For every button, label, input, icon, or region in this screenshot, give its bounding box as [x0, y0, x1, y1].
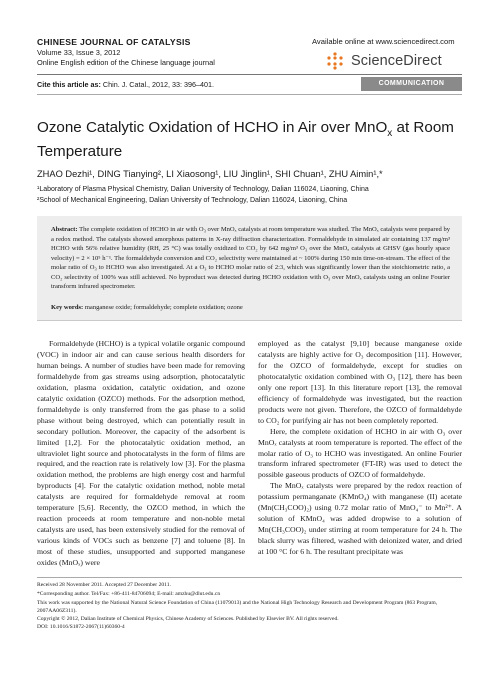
footnote-divider: [37, 577, 462, 578]
author-list: ZHAO Dezhi¹, DING Tianying², LI Xiaosong¹, LIU Jinglin¹, SHI Chuan¹, ZHU Aimin¹,*: [37, 169, 383, 179]
affiliation-1: ¹Laboratory of Plasma Physical Chemistry, Dalian University of Technology, Dalian 116024, Liaoning, China: [37, 186, 369, 193]
keywords-label: Key words:: [51, 304, 84, 311]
abstract-label: Abstract:: [51, 226, 78, 233]
footnote-copyright: Copyright © 2012, Dalian Institute of Chemical Physics, Chinese Academy of Sciences. Published by Elsevier BV. All rights reserved.: [37, 616, 339, 622]
cite-line: [37, 80, 214, 89]
body-paragraph: employed as the catalyst [9,10] because manganese oxide catalysts are highly active for O₃ decomposition [11]. However, for the OZCO of formaldehyde, except for studies on photocatalytic oxidation combined with O₃ [12], there has been only one report [13]. In this literature report [13], the removal efficiency of formaldehyde was investigated, but the reaction products were not given. Therefore, the OZCO of formaldehyde to CO₂ for purifying air has not been completely reported.: [258, 339, 462, 425]
cite-label: Cite this article as:: [37, 80, 101, 89]
footnote-funding: This work was supported by the National Natural Science Foundation of China (11079013) and the National High Technology Research and Development Program (863 Program, 2007AA06Z311).: [37, 600, 438, 614]
abstract-text: The complete oxidation of HCHO in air with O₃ over MnOₓ catalysts at room temperature was studied. The MnOₓ catalysts were prepared by a redox method. The catalysts showed amorphous patterns in X-ray diffraction characterization. Formaldehyde in simulated air containing 137 mg/m³ HCHO with 56% relative humidity (RH, 25 °C) was totally oxidized to CO₂ by 642 mg/m³ O₃ over the MnOₓ catalysts at GHSV (gas hourly space velocity) = 2 × 10⁵ h⁻¹. The formaldehyde conversion and CO₂ selectivity were maintained at ~ 100% during 150 min time-on-stream. The effect of the molar ratio of O₃ to HCHO was also investigated. At a O₃ to HCHO molar ratio of 2:3, which was significantly lower than the stoichiometric ratio, a CO₂ selectivity of 100% was still achieved. No byproduct was detected during HCHO oxidation with O₃ over MnOₓ catalysts using an online Fourier transform infrared spectrometer.: [51, 226, 450, 290]
cite-divider: [37, 94, 462, 95]
article-type-badge: COMMUNICATION: [361, 77, 462, 91]
body-paragraph: Formaldehyde (HCHO) is a typical volatile organic compound (VOC) in indoor air and can cause serious health disorders for human beings. A number of studies have been made for removing formaldehyde from gas streams using adsorption, photocatalytic oxidation, plasma oxidation, catalytic oxidation, and ozone catalytic oxidation (OZCO) methods. For the adsorption method, formaldehyde is only transferred from the gas phase to a solid phase without being destroyed, which can potentially result in secondary pollution. Moreover, the capacity of the adsorbent is limited [1,2]. For the photocatalytic oxidation method, an ultraviolet light source and photocatalysts in the form of films are required, and the reaction rate is relatively low [3]. For the plasma oxidation method, the problems are high energy cost and harmful byproducts [4]. For the catalytic oxidation method, noble metal catalysts are required for formaldehyde removal at room temperature [5,6]. Recently, the OZCO method, in which the reaction proceeds at room temperature and non-noble metal catalysts are used, has been extensively studied for the removal of various kinds of VOCs such as benzene [7] and toluene [8]. In most of these studies, unsupported and supported manganese oxides (MnOₓ) were: [37, 339, 245, 568]
footnote-received: Received 28 November 2011. Accepted 27 December 2011.: [37, 582, 171, 588]
body-paragraph: The MnOₓ catalysts were prepared by the redox reaction of potassium permanganate (KMnO₄) with manganese (II) acetate (Mn(CH₃COO)₂) using 0.72 molar ratio of MnO₄⁻ to Mn²⁺. A solution of KMnO₄ was added dropwise to a solution of Mn(CH₃COO)₂ under stirring at room temperature for 24 h. The black slurry was filtered, washed with deionized water, and dried at 100 °C for 6 h. The resultant precipitate was: [258, 481, 462, 557]
affiliation-2: ²School of Mechanical Engineering, Dalian University of Technology, Dalian 116024, Liaoning, China: [37, 197, 348, 204]
abstract: [51, 225, 450, 292]
sciencedirect-logo[interactable]: [325, 50, 442, 72]
journal-name: CHINESE JOURNAL OF CATALYSIS: [37, 37, 191, 47]
abstract-box: [37, 216, 462, 321]
footnote-corresponding-author: *Corresponding author. Tel/Fax: +86-411-84706094; E-mail: amzhu@dlut.edu.cn: [37, 591, 221, 597]
footnote-doi: DOI: 10.1016/S1872-2067(11)60360-4: [37, 624, 125, 630]
header-divider: [37, 74, 462, 75]
body-column-right: [258, 339, 462, 558]
journal-edition: Online English edition of the Chinese language journal: [37, 58, 215, 67]
article-title: Ozone Catalytic Oxidation of HCHO in Air over MnO$_x$ at Room Temperature: [37, 119, 454, 161]
sciencedirect-logo-text: ScienceDirect: [351, 53, 442, 69]
journal-volume-issue: Volume 33, Issue 3, 2012: [37, 48, 121, 57]
keywords-text: manganese oxide; formaldehyde; complete oxidation; ozone: [84, 304, 243, 311]
available-online-text: Available online at www.sciencedirect.com: [312, 37, 455, 46]
keywords: [51, 304, 450, 311]
cite-text: Chin. J. Catal., 2012, 33: 396–401.: [102, 80, 215, 89]
body-column-left: [37, 339, 245, 569]
body-paragraph: Here, the complete oxidation of HCHO in air with O₃ over MnOₓ catalysts at room temperature is reported. The effect of the molar ratio of O₃ to HCHO was investigated. An online Fourier transform infrared spectrometer (FT-IR) was used to detect the possible gaseous products of OZCO of formaldehyde.: [258, 426, 462, 480]
sciencedirect-logo-icon: [325, 51, 345, 71]
